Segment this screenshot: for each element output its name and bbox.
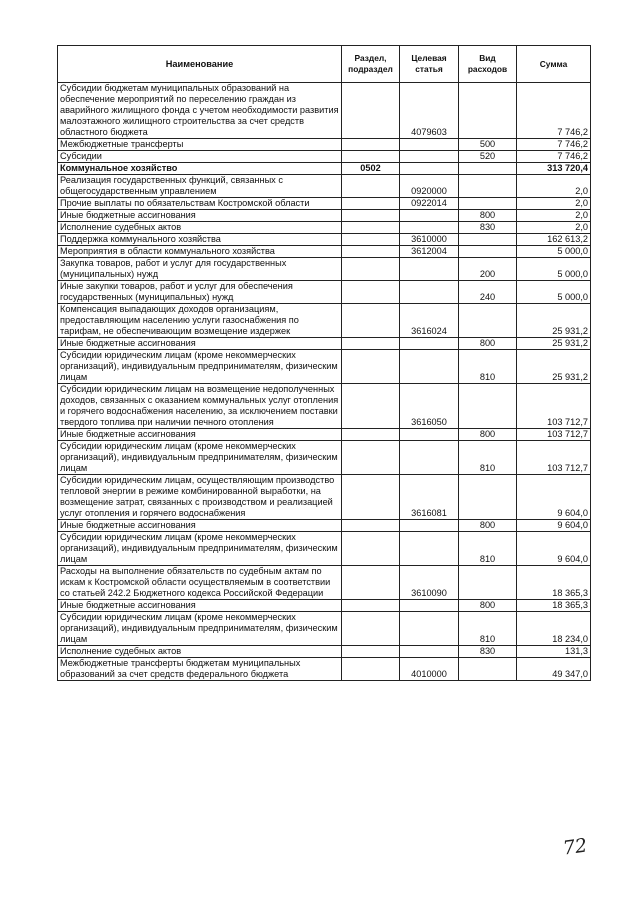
cell-amount: 25 931,2 [517,350,591,384]
cell-type [459,83,517,139]
header-article: Целевая статья [400,46,459,83]
table-row [58,646,591,658]
table-row [58,139,591,151]
cell-article: 3612004 [400,246,459,258]
header-name: Наименование [58,46,342,83]
cell-name: Прочие выплаты по обязательствам Костромской области [58,198,342,210]
cell-section [342,520,400,532]
table-body [58,83,591,681]
cell-amount: 7 746,2 [517,139,591,151]
cell-type: 810 [459,441,517,475]
table-row [58,532,591,566]
cell-article [400,441,459,475]
cell-article [400,646,459,658]
cell-name: Расходы на выполнение обязательств по судебным актам по искам к Костромской области осуществляемым в соответствии со статьей 242.2 Бюджетного кодекса Российской Федерации [58,566,342,600]
cell-article [400,258,459,281]
cell-section [342,612,400,646]
cell-amount: 49 347,0 [517,658,591,681]
table-row [58,429,591,441]
cell-name: Межбюджетные трансферты [58,139,342,151]
table-row [58,612,591,646]
cell-article: 0920000 [400,175,459,198]
cell-article: 4010000 [400,658,459,681]
cell-name: Субсидии [58,151,342,163]
cell-amount: 18 365,3 [517,566,591,600]
cell-type: 810 [459,612,517,646]
cell-type [459,566,517,600]
cell-section [342,83,400,139]
table-row [58,175,591,198]
cell-section [342,222,400,234]
cell-amount: 7 746,2 [517,83,591,139]
cell-name: Поддержка коммунального хозяйства [58,234,342,246]
cell-article [400,429,459,441]
cell-type: 520 [459,151,517,163]
header-type: Вид расходов [459,46,517,83]
cell-section [342,338,400,350]
table-row [58,384,591,429]
table-row [58,210,591,222]
cell-section [342,429,400,441]
cell-amount: 162 613,2 [517,234,591,246]
cell-name: Иные бюджетные ассигнования [58,338,342,350]
cell-type: 500 [459,139,517,151]
cell-name: Иные бюджетные ассигнования [58,429,342,441]
cell-section [342,151,400,163]
table-row [58,151,591,163]
cell-name: Реализация государственных функций, связанных с общегосударственным управлением [58,175,342,198]
cell-amount: 9 604,0 [517,532,591,566]
table-row [58,246,591,258]
cell-amount: 5 000,0 [517,258,591,281]
cell-article [400,600,459,612]
cell-section [342,258,400,281]
cell-name: Коммунальное хозяйство [58,163,342,175]
table-row [58,520,591,532]
cell-name: Исполнение судебных актов [58,646,342,658]
cell-name: Исполнение судебных актов [58,222,342,234]
cell-section [342,658,400,681]
cell-section [342,281,400,304]
cell-type [459,198,517,210]
cell-section [342,566,400,600]
cell-name: Субсидии юридическим лицам (кроме некоммерческих организаций), индивидуальным предпринимателям, физическим лицам [58,612,342,646]
cell-article [400,222,459,234]
table-row [58,234,591,246]
cell-section [342,350,400,384]
cell-type: 810 [459,532,517,566]
table-row [58,163,591,175]
cell-type [459,304,517,338]
cell-section [342,210,400,222]
cell-type [459,384,517,429]
cell-article [400,139,459,151]
cell-name: Иные бюджетные ассигнования [58,210,342,222]
cell-article [400,281,459,304]
cell-section [342,441,400,475]
table-row [58,658,591,681]
cell-section [342,234,400,246]
cell-article: 3616024 [400,304,459,338]
cell-type [459,163,517,175]
cell-amount: 2,0 [517,198,591,210]
cell-name: Мероприятия в области коммунального хозяйства [58,246,342,258]
cell-name: Компенсация выпадающих доходов организациям, предоставляющим населению услуги газоснабжения по тарифам, не обеспечивающим возмещение издержек [58,304,342,338]
cell-amount: 9 604,0 [517,520,591,532]
cell-article [400,612,459,646]
cell-type: 810 [459,350,517,384]
cell-amount: 103 712,7 [517,441,591,475]
cell-amount: 25 931,2 [517,304,591,338]
cell-amount: 5 000,0 [517,246,591,258]
cell-article [400,163,459,175]
table-row [58,475,591,520]
cell-name: Субсидии юридическим лицам, осуществляющим производство тепловой энергии в режиме комбинированной выработки, на возмещение затрат, связанных с производством и реализацией услуг отопления и горячего водоснабжения [58,475,342,520]
cell-amount: 103 712,7 [517,429,591,441]
header-row [58,46,591,83]
cell-type [459,658,517,681]
cell-amount: 7 746,2 [517,151,591,163]
cell-amount: 25 931,2 [517,338,591,350]
cell-section [342,304,400,338]
cell-article [400,532,459,566]
handwritten-page-number: 72 [561,834,589,860]
cell-type: 240 [459,281,517,304]
cell-section [342,246,400,258]
cell-type [459,475,517,520]
table-row [58,198,591,210]
cell-article: 3616050 [400,384,459,429]
cell-type: 800 [459,520,517,532]
budget-table [57,45,591,681]
table-row [58,600,591,612]
cell-type: 800 [459,429,517,441]
cell-type [459,234,517,246]
cell-section [342,475,400,520]
cell-type: 830 [459,646,517,658]
table-row [58,566,591,600]
table-row [58,258,591,281]
cell-section [342,175,400,198]
cell-name: Субсидии юридическим лицам на возмещение недополученных доходов, связанных с оказанием коммунальных услуг отопления и горячего водоснабжения населению, за исключением поставки твердого топлива при наличии печного отопления [58,384,342,429]
cell-amount: 131,3 [517,646,591,658]
cell-name: Субсидии юридическим лицам (кроме некоммерческих организаций), индивидуальным предпринимателям, физическим лицам [58,441,342,475]
cell-article [400,210,459,222]
cell-type: 830 [459,222,517,234]
cell-name: Иные закупки товаров, работ и услуг для обеспечения государственных (муниципальных) нужд [58,281,342,304]
cell-section [342,532,400,566]
cell-name: Закупка товаров, работ и услуг для государственных (муниципальных) нужд [58,258,342,281]
cell-section [342,600,400,612]
cell-article [400,520,459,532]
cell-amount: 2,0 [517,175,591,198]
header-section: Раздел, подраздел [342,46,400,83]
cell-name: Субсидии бюджетам муниципальных образований на обеспечение мероприятий по переселению граждан из аварийного жилищного фонда с учетом необходимости развития малоэтажного жилищного строительства за счет средств областного бюджета [58,83,342,139]
cell-type: 200 [459,258,517,281]
cell-type [459,246,517,258]
cell-name: Межбюджетные трансферты бюджетам муниципальных образований за счет средств федерального бюджета [58,658,342,681]
cell-section [342,646,400,658]
cell-article: 4079603 [400,83,459,139]
table-row [58,441,591,475]
cell-amount: 18 365,3 [517,600,591,612]
cell-type: 800 [459,210,517,222]
table-row [58,304,591,338]
cell-article: 3616081 [400,475,459,520]
cell-amount: 5 000,0 [517,281,591,304]
cell-amount: 2,0 [517,222,591,234]
cell-amount: 18 234,0 [517,612,591,646]
table-row [58,83,591,139]
table-row [58,222,591,234]
cell-type [459,175,517,198]
cell-article: 3610000 [400,234,459,246]
cell-article [400,350,459,384]
cell-amount: 2,0 [517,210,591,222]
cell-section [342,384,400,429]
cell-name: Субсидии юридическим лицам (кроме некоммерческих организаций), индивидуальным предпринимателям, физическим лицам [58,532,342,566]
cell-type: 800 [459,600,517,612]
header-amount: Сумма [517,46,591,83]
cell-type: 800 [459,338,517,350]
table-row [58,350,591,384]
cell-article [400,338,459,350]
table-row [58,281,591,304]
cell-section [342,198,400,210]
cell-section [342,139,400,151]
cell-article: 0922014 [400,198,459,210]
table-row [58,338,591,350]
cell-article: 3610090 [400,566,459,600]
cell-name: Иные бюджетные ассигнования [58,520,342,532]
cell-article [400,151,459,163]
cell-name: Субсидии юридическим лицам (кроме некоммерческих организаций), индивидуальным предпринимателям, физическим лицам [58,350,342,384]
cell-name: Иные бюджетные ассигнования [58,600,342,612]
cell-amount: 9 604,0 [517,475,591,520]
cell-amount: 103 712,7 [517,384,591,429]
cell-amount: 313 720,4 [517,163,591,175]
cell-section: 0502 [342,163,400,175]
